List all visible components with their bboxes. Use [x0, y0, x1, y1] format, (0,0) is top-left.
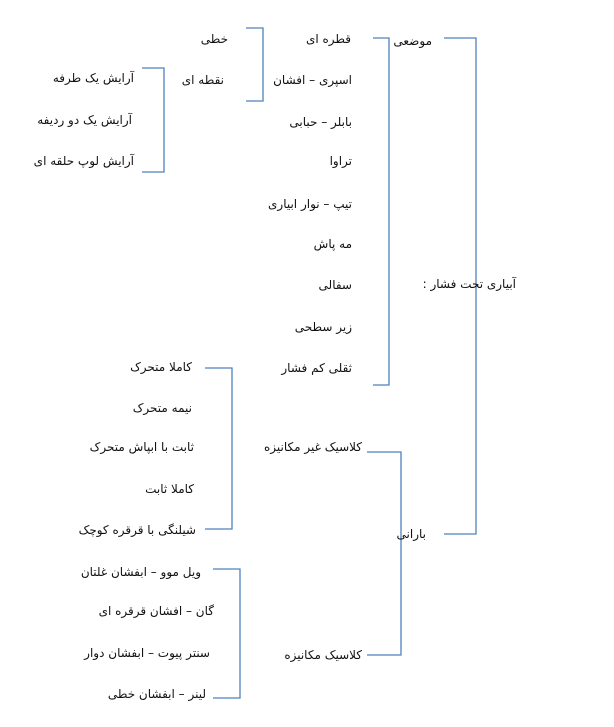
loop-layout-label: آرایش لوپ حلقه ای — [33, 154, 134, 168]
bubbler-label: بابلر – حبابی — [289, 115, 352, 129]
one-side-layout-label: آرایش یک طرفه — [52, 71, 134, 85]
bracket-drop — [246, 28, 263, 101]
bracket-sprinkler — [367, 452, 401, 655]
root-label: آبیاری تحت فشار : — [422, 277, 516, 291]
bracket-point — [142, 68, 164, 172]
tape-label: تیپ – نوار ابیاری — [268, 197, 352, 211]
bracket-nonmech — [205, 368, 232, 529]
point-drop-label: نقطه ای — [181, 73, 224, 87]
linear-move-label: لینر – ابفشان خطی — [107, 687, 206, 701]
semi-mobile-label: نیمه متحرک — [132, 401, 192, 415]
fully-mobile-label: کاملا متحرک — [130, 360, 192, 374]
bracket-mech — [213, 569, 240, 698]
wheel-move-label: ویل موو – ابفشان غلتان — [80, 565, 201, 579]
two-row-layout-label: آرایش یک دو ردیفه — [37, 113, 132, 127]
spray-label: اسپری – افشان — [273, 73, 352, 87]
fixed-mobile-sprinkler-label: ثابت با ابپاش متحرک — [89, 440, 194, 454]
gun-reel-label: گان – افشان قرقره ای — [98, 604, 214, 618]
low-pressure-label: ثقلی کم فشار — [281, 361, 352, 375]
local-irrigation-label: موضعی — [393, 34, 432, 48]
classic-mechanized-label: کلاسیک مکانیزه — [284, 648, 362, 662]
center-pivot-label: سنتر پیوت – ابفشان دوار — [84, 646, 210, 660]
hose-small-reel-label: شیلنگی با قرقره کوچک — [78, 523, 196, 537]
trickle-label: تراوا — [329, 154, 352, 168]
fully-fixed-label: کاملا ثابت — [145, 482, 194, 496]
sprinkler-irrigation-label: بارانی — [396, 527, 426, 541]
pottery-label: سفالی — [318, 278, 352, 292]
mist-label: مه پاش — [313, 237, 352, 251]
subsurface-label: زیر سطحی — [294, 320, 352, 334]
bracket-local — [373, 38, 389, 385]
classic-nonmechanized-label: کلاسیک غیر مکانیزه — [263, 440, 362, 454]
linear-drop-label: خطی — [200, 32, 228, 46]
drop-irrigation-label: قطره ای — [305, 32, 351, 46]
